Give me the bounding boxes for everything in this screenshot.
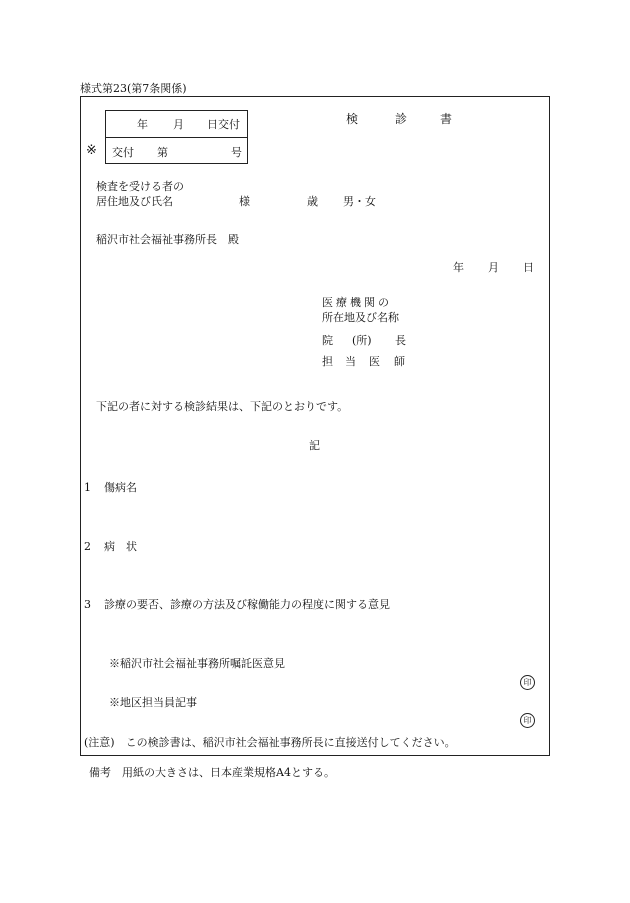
doctor-char-1: 担: [322, 355, 333, 368]
stamp-month: 月: [173, 118, 184, 131]
item-2-text: 病 状: [104, 540, 137, 553]
item-3-text: 診療の要否、診療の方法及び稼働能力の程度に関する意見: [104, 598, 390, 611]
item-1-text: 傷病名: [104, 481, 137, 494]
date-month: 月: [488, 261, 499, 274]
notice-text: (注意) この検診書は、稲沢市社会福祉事務所長に直接送付してください。: [84, 736, 456, 749]
seal-mark-1: 印: [520, 675, 535, 690]
remarks-text: 備考 用紙の大きさは、日本産業規格A4とする。: [89, 766, 335, 779]
subject-label-line1: 検査を受ける者の: [96, 180, 184, 193]
director-char-1: 院: [322, 334, 333, 347]
stamp-number-prefix: 第: [157, 146, 168, 159]
subject-label-line2: 居住地及び氏名: [96, 195, 173, 208]
date-year: 年: [453, 261, 464, 274]
opinion-commissioned: ※稲沢市社会福祉事務所嘱託医意見: [109, 657, 285, 670]
institution-label-line2: 所在地及び名称: [322, 311, 399, 324]
subject-honorific: 様: [239, 195, 250, 208]
subject-age: 歳: [307, 195, 318, 208]
intro-text: 下記の者に対する検診結果は、下記のとおりです。: [96, 400, 349, 413]
addressee: 稲沢市社会福祉事務所長 殿: [96, 233, 239, 246]
director-char-3: 長: [395, 334, 406, 347]
doctor-char-3: 医: [369, 355, 380, 368]
stamp-number-suffix: 号: [231, 146, 242, 159]
ki-mark: 記: [309, 439, 320, 452]
title-char-3: 書: [440, 112, 453, 126]
doctor-char-4: 師: [394, 355, 405, 368]
stamp-year: 年: [137, 118, 148, 131]
title-char-1: 検: [346, 112, 359, 126]
doctor-char-2: 当: [345, 355, 356, 368]
opinion-district: ※地区担当員記事: [109, 696, 197, 709]
date-day: 日: [523, 261, 534, 274]
item-2-number: 2: [84, 540, 91, 553]
seal-mark-2: 印: [520, 713, 535, 728]
item-1-number: 1: [84, 481, 91, 494]
stamp-issue: 交付: [112, 146, 134, 159]
stamp-divider: [105, 137, 248, 138]
stamp-day-issued: 日交付: [207, 118, 240, 131]
item-3-number: 3: [84, 598, 91, 611]
subject-gender: 男・女: [343, 195, 376, 208]
asterisk-mark: ※: [86, 143, 97, 158]
form-label: 様式第23(第7条関係): [80, 82, 187, 95]
title-char-2: 診: [395, 112, 408, 126]
director-char-2: (所): [352, 334, 372, 347]
institution-label-line1: 医療機関の: [322, 296, 392, 309]
